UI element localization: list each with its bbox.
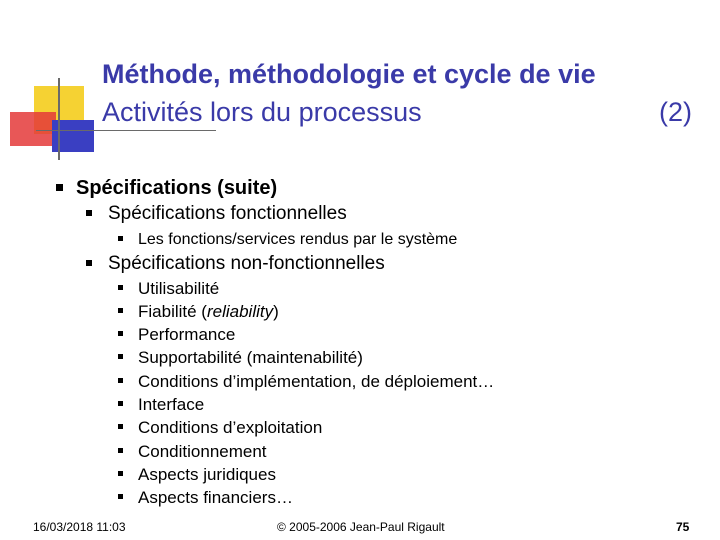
bullet-square-icon (118, 354, 123, 359)
slide-subtitle: Activités lors du processus (102, 97, 422, 127)
list-item-label: Conditions d’exploitation (138, 418, 323, 437)
list-item-label: Spécifications non-fonctionnelles (108, 253, 385, 274)
bullet-square-icon (118, 285, 123, 290)
bullet-square-icon (56, 184, 63, 191)
reliability-prefix: Fiabilité ( (138, 302, 207, 321)
list-item-label: Conditions d’implémentation, de déploiement… (138, 372, 495, 391)
footer-copyright: © 2005-2006 Jean-Paul Rigault (277, 520, 445, 534)
decor-red-square (10, 112, 56, 146)
bullet-square-icon (118, 471, 123, 476)
list-item-label: Spécifications fonctionnelles (108, 203, 347, 224)
slide-title-line-1: Méthode, méthodologie et cycle de vie (102, 59, 596, 89)
slide-title-line-2 (102, 96, 692, 128)
bullet-square-icon (118, 424, 123, 429)
list-item-label: Aspects financiers… (138, 488, 293, 507)
bullet-square-icon (118, 448, 123, 453)
bullet-square-icon (118, 308, 123, 313)
list-item-label: Aspects juridiques (138, 465, 276, 484)
list-item-label: Supportabilité (maintenabilité) (138, 348, 363, 367)
footer-date: 16/03/2018 11:03 (33, 520, 126, 534)
bullet-square-icon (118, 494, 123, 499)
list-item-label: Spécifications (suite) (76, 177, 278, 199)
bullet-square-icon (118, 331, 123, 336)
decor-vertical-line (58, 78, 60, 160)
reliability-term: reliability (206, 302, 274, 321)
bullet-square-icon (118, 236, 123, 241)
list-item-label: Utilisabilité (138, 279, 220, 298)
list-item-label: Les fonctions/services rendus par le système (138, 231, 458, 248)
bullet-square-icon (118, 378, 123, 383)
list-item-label: Performance (138, 325, 236, 344)
list-item-label (138, 301, 279, 322)
slide-title-number: (2) (659, 97, 692, 127)
bullet-square-icon (86, 210, 92, 216)
footer-page-number: 75 (676, 520, 690, 534)
bullet-square-icon (118, 401, 123, 406)
list-item-label: Interface (138, 395, 205, 414)
list-item-label: Conditionnement (138, 442, 267, 461)
decor-horizontal-line (36, 130, 216, 131)
reliability-suffix: ) (273, 302, 279, 321)
bullet-square-icon (86, 260, 92, 266)
